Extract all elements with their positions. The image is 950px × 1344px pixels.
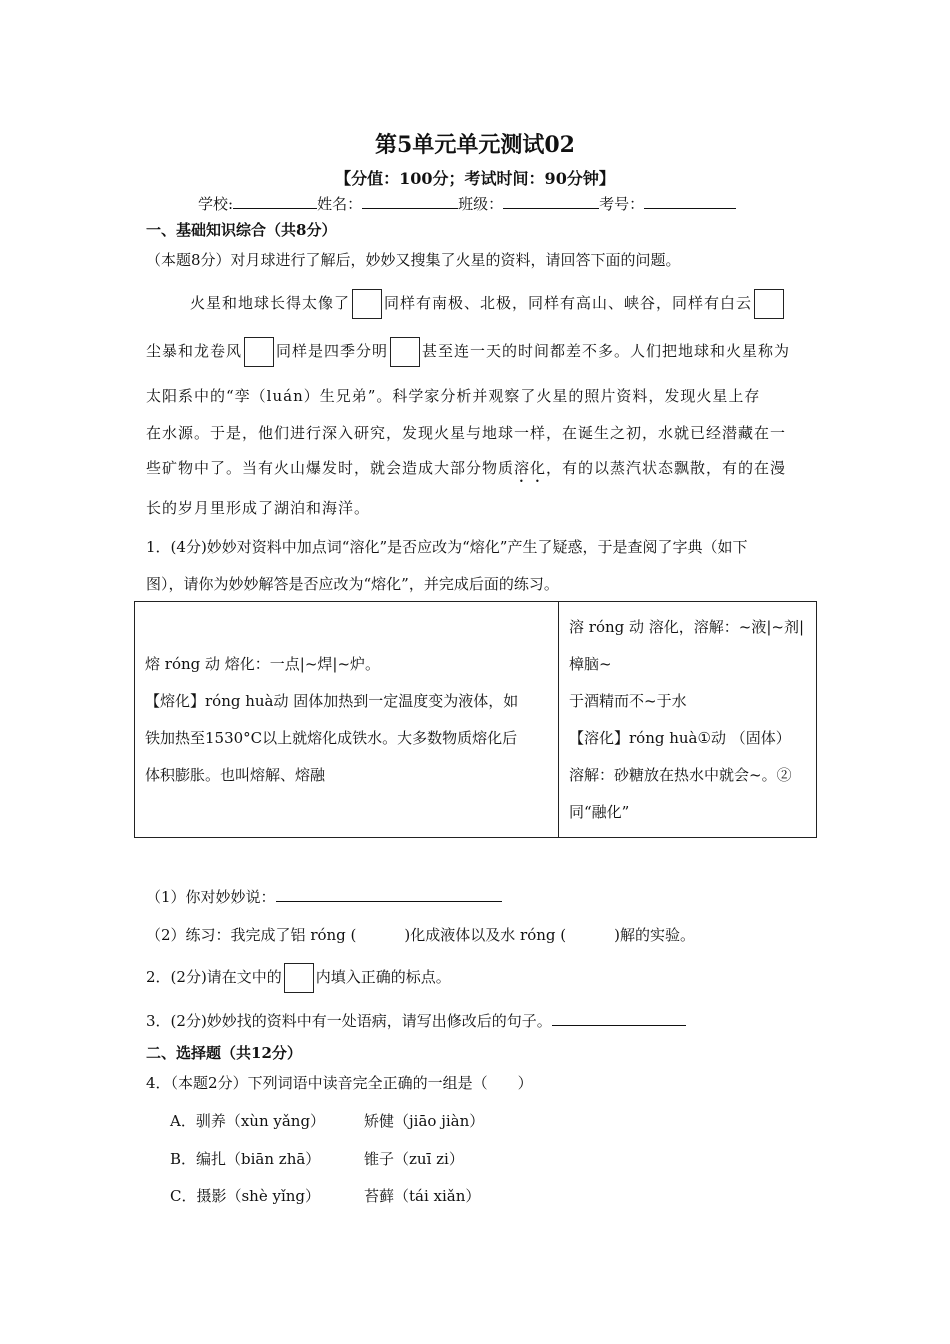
section1-intro: （本题8分）对月球进行了解后，妙妙又搜集了火星的资料，请回答下面的问题。: [146, 251, 681, 269]
page-title: 第5单元单元测试02: [375, 132, 575, 158]
name-blank[interactable]: [362, 194, 458, 209]
class-label: 班级：: [458, 195, 504, 213]
answer-blank-1[interactable]: [276, 887, 502, 902]
option-c[interactable]: [170, 1185, 480, 1206]
dictionary-entry-rong-water: [559, 602, 817, 838]
dict-line: 铁加热至1530°C以上就熔化成铁水。大多数物质熔化后: [145, 728, 518, 747]
school-label: 学校:: [198, 195, 234, 213]
dotted-word: 溶化: [514, 459, 547, 477]
option-c-word-2: 苔藓（tái xiǎn）: [364, 1187, 481, 1205]
sub-question-text: )化成液体以及水 róng (: [404, 926, 567, 944]
punctuation-box-3[interactable]: [244, 337, 274, 367]
option-b[interactable]: [170, 1148, 464, 1169]
punctuation-box-4[interactable]: [390, 337, 420, 367]
sub-question-text: （1）你对妙妙说：: [146, 888, 276, 906]
option-a[interactable]: [170, 1110, 484, 1131]
dictionary-table: [134, 601, 817, 838]
option-b-word-1: B．编扎（biān zhā）: [170, 1150, 321, 1168]
sub-question-text: （2）练习：我完成了铝 róng (: [146, 926, 357, 944]
sub-question-2: [146, 924, 695, 945]
number-label: 考号：: [599, 195, 645, 213]
question-text: 内填入正确的标点。: [315, 968, 451, 986]
student-info-line: [198, 193, 736, 214]
sub-question-text: )解的实验。: [614, 926, 695, 944]
dict-line: 【溶化】róng huà①动 （固体）: [569, 728, 791, 747]
dict-line: 溶 róng 动 溶化，溶解：~液|~剂|: [569, 617, 805, 636]
dict-line: 【熔化】róng huà动 固体加热到一定温度变为液体，如: [145, 691, 519, 710]
passage-text: ，有的以蒸汽状态飘散，有的在漫: [546, 459, 787, 477]
exam-meta: 【分值：100分；考试时间：90分钟】: [335, 169, 615, 188]
passage-line-3: 太阳系中的“孪（luán）生兄弟”。科学家分析并观察了火星的照片资料，发现火星上存: [146, 387, 761, 405]
section2-heading: 二、选择题（共12分）: [146, 1044, 302, 1062]
dict-line: 溶解：砂糖放在热水中就会~。②: [569, 765, 792, 784]
passage-line-1: [190, 289, 786, 319]
name-label: 姓名：: [317, 195, 363, 213]
dictionary-entry-rong-fire: [135, 602, 559, 838]
class-blank[interactable]: [503, 194, 599, 209]
question-text: 2．(2分)请在文中的: [146, 968, 282, 986]
passage-text: 同样是四季分明: [276, 342, 389, 360]
dict-line: 熔 róng 动 熔化：一点|~焊|~炉。: [145, 654, 381, 673]
option-a-word-1: A．驯养（xùn yǎng）: [170, 1112, 326, 1130]
question-1-line-1: 1．(4分)妙妙对资料中加点词“溶化”是否应改为“熔化”产生了疑惑，于是查阅了字典（如下: [146, 538, 748, 556]
option-b-word-2: 锥子（zuī zi）: [364, 1150, 464, 1168]
dict-line: 樟脑~: [569, 654, 612, 673]
option-c-word-1: C．摄影（shè yǐng）: [170, 1187, 321, 1205]
sub-question-1: [146, 886, 502, 907]
option-a-word-2: 矫健（jiāo jiàn）: [364, 1112, 485, 1130]
question-1-line-2: 图），请你为妙妙解答是否应改为“熔化”，并完成后面的练习。: [146, 575, 559, 593]
question-3: [146, 1010, 686, 1031]
passage-text: 尘暴和龙卷风: [146, 342, 243, 360]
punctuation-box-2[interactable]: [754, 289, 784, 319]
passage-text: 些矿物中了。当有火山爆发时，就会造成大部分物质: [146, 459, 515, 477]
passage-line-5: [146, 457, 786, 486]
passage-line-6: 长的岁月里形成了湖泊和海洋。: [146, 499, 371, 517]
punctuation-box-1[interactable]: [352, 289, 382, 319]
number-blank[interactable]: [644, 194, 736, 209]
question-text: 3．(2分)妙妙找的资料中有一处语病，请写出修改后的句子。: [146, 1012, 552, 1030]
punctuation-box-sample: [284, 963, 314, 993]
passage-line-2: [146, 337, 790, 367]
passage-text: 甚至连一天的时间都差不多。人们把地球和火星称为: [422, 342, 791, 360]
answer-blank-3[interactable]: [552, 1011, 686, 1026]
passage-text: 同样有南极、北极，同样有高山、峡谷，同样有白云: [384, 294, 753, 312]
question-2: [146, 963, 451, 993]
dict-line: 于酒精而不~于水: [569, 691, 687, 710]
passage-text: 火星和地球长得太像了: [190, 294, 351, 312]
passage-line-4: 在水源。于是，他们进行深入研究，发现火星与地球一样，在诞生之初，水就已经潜藏在一: [146, 424, 787, 442]
section1-heading: 一、基础知识综合（共8分）: [146, 221, 337, 239]
dict-line: 同“融化”: [569, 802, 630, 821]
school-blank[interactable]: [233, 194, 317, 209]
dict-line: 体积膨胀。也叫熔解、熔融: [145, 765, 326, 784]
question-4: 4．（本题2分）下列词语中读音完全正确的一组是（ ）: [146, 1074, 533, 1092]
